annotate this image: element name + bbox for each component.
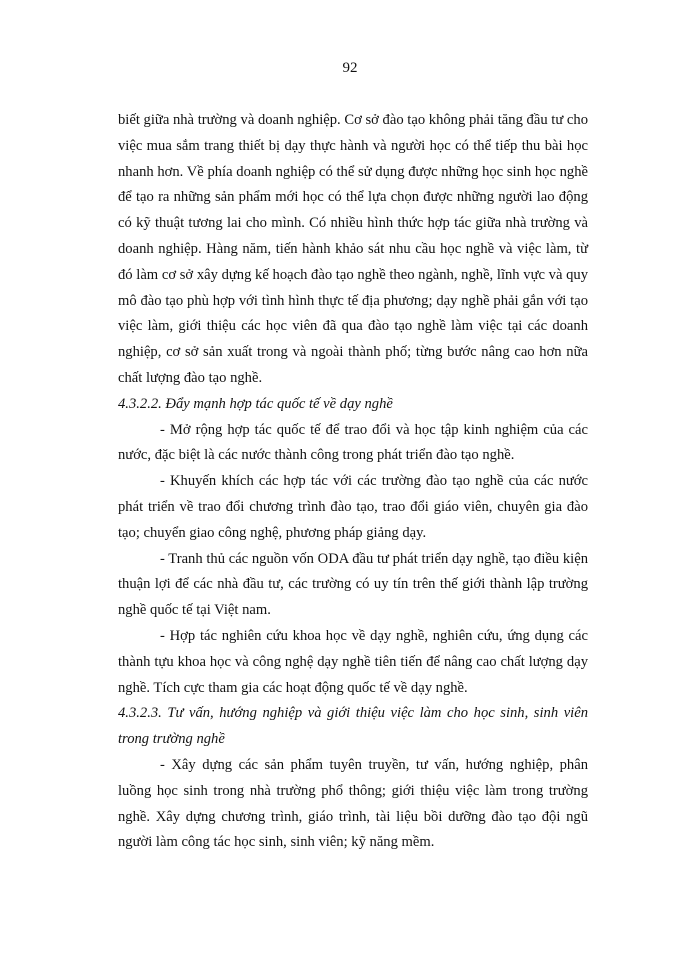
document-body [118,108,588,856]
paragraph-bullet: - Hợp tác nghiên cứu khoa học về dạy nghề, nghiên cứu, ứng dụng các thành tựu khoa học và công nghệ dạy nghề tiên tiến để nâng cao chất lượng dạy nghề. Tích cực tham gia các hoạt động quốc tế về dạy nghề. [118,627,588,696]
section-heading-4-3-2-2: 4.3.2.2. Đẩy mạnh hợp tác quốc tế về dạy nghề [118,395,393,412]
paragraph-bullet: - Mở rộng hợp tác quốc tế để trao đổi và học tập kinh nghiệm của các nước, đặc biệt là các nước thành công trong phát triển đào tạo nghề. [118,421,588,464]
page-number: 92 [342,60,358,76]
paragraph-bullet: - Tranh thủ các nguồn vốn ODA đầu tư phát triển dạy nghề, tạo điều kiện thuận lợi để các nhà đầu tư, các trường có uy tín trên thế giới thành lập trường nghề quốc tế tại Việt nam. [118,550,588,619]
section-heading-4-3-2-3: 4.3.2.3. Tư vấn, hướng nghiệp và giới thiệu việc làm cho học sinh, sinh viên trong trường nghề [118,705,588,748]
paragraph-bullet: - Xây dựng các sản phẩm tuyên truyền, tư vấn, hướng nghiệp, phân luồng học sinh trong nhà trường phổ thông; giới thiệu việc làm trong trường nghề. Xây dựng chương trình, giáo trình, tài liệu bồi dưỡng đào tạo đội ngũ người làm công tác học sinh, sinh viên; kỹ năng mềm. [118,756,588,851]
paragraph-bullet: - Khuyến khích các hợp tác với các trường đào tạo nghề của các nước phát triển về trao đổi chương trình đào tạo, trao đổi giáo viên, chuyên gia đào tạo; chuyển giao công nghệ, phương pháp giảng dạy. [118,473,588,541]
paragraph-continuation: biết giữa nhà trường và doanh nghiệp. Cơ sở đào tạo không phải tăng đầu tư cho việc mua sắm trang thiết bị dạy thực hành và người học có thể tiếp thu bài học nhanh hơn. Về phía doanh nghiệp có thể sử dụng được những học sinh học nghề để tạo ra những sản phẩm mới học có thể lựa chọn được những người lao động có kỹ thuật tương lai cho mình. Có nhiều hình thức hợp tác giữa nhà trường và doanh nghiệp. Hàng năm, tiến hành khảo sát nhu cầu học nghề và việc làm, từ đó làm cơ sở xây dựng kế hoạch đào tạo nghề theo ngành, nghề, lĩnh vực và quy mô đào tạo phù hợp với tình hình thực tế địa phương; dạy nghề phải gắn với tạo việc làm, giới thiệu các học viên đã qua đào tạo nghề làm việc tại các doanh nghiệp, cơ sở sản xuất trong và ngoài thành phố; từng bước nâng cao hơn nữa chất lượng đào tạo nghề. [118,112,588,386]
